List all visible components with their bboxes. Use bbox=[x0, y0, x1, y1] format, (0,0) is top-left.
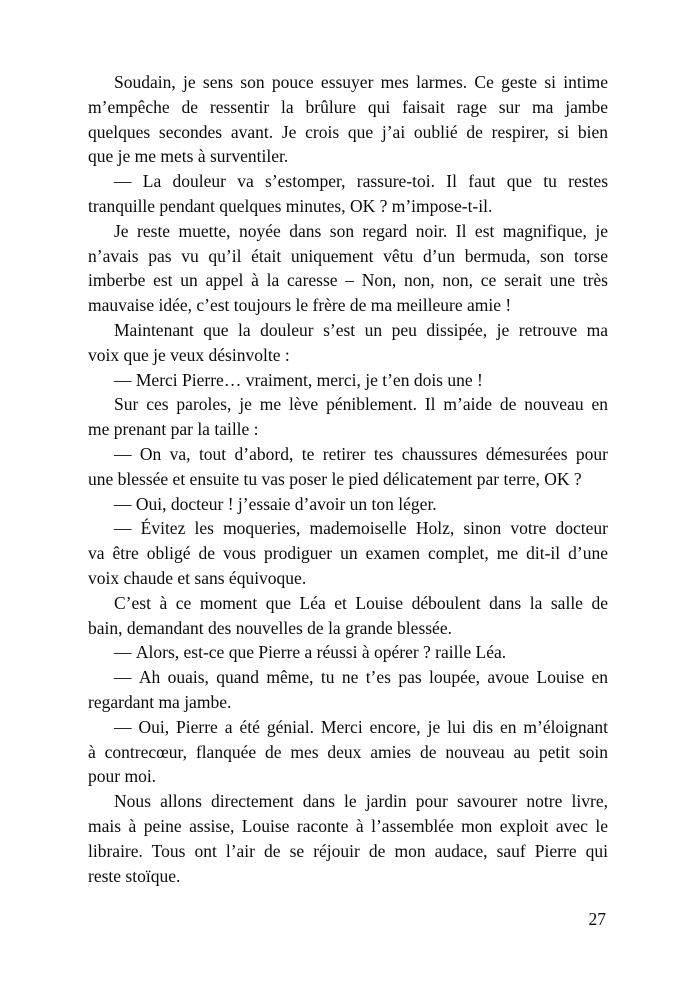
paragraph bbox=[88, 591, 608, 641]
paragraph bbox=[88, 70, 608, 169]
paragraph bbox=[88, 492, 608, 517]
text-line: pour moi. bbox=[88, 766, 157, 787]
text-line: mais à peine assise, Louise raconte à l’assemblée mon exploit avec le bbox=[88, 815, 608, 836]
paragraph bbox=[88, 392, 608, 442]
paragraph bbox=[88, 665, 608, 715]
text-line: mauvaise idée, c’est toujours le frère de ma meilleure amie ! bbox=[88, 295, 512, 316]
paragraph bbox=[88, 219, 608, 318]
text-line: — Merci Pierre… vraiment, merci, je t’en dois une ! bbox=[114, 369, 483, 390]
text-line: Nous allons directement dans le jardin pour savourer notre livre, bbox=[114, 791, 608, 812]
page-number: 27 bbox=[588, 909, 606, 929]
text-line: libraire. Tous ont l’air de se réjouir de mon audace, sauf Pierre qui bbox=[88, 840, 608, 861]
paragraph bbox=[88, 715, 608, 789]
text-line: imberbe est un appel à la caresse – Non, non, non, ce serait une très bbox=[88, 270, 608, 291]
text-line: — Ah ouais, quand même, tu ne t’es pas loupée, avoue Louise en bbox=[114, 667, 608, 688]
text-line: que je me mets à surventiler. bbox=[88, 146, 289, 167]
paragraph bbox=[88, 169, 608, 219]
text-line: Maintenant que la douleur s’est un peu dissipée, je retrouve ma bbox=[114, 319, 608, 340]
text-line: n’avais pas vu qu’il était uniquement vêtu d’un bermuda, son torse bbox=[88, 245, 608, 266]
text-line: — On va, tout d’abord, te retirer tes chaussures démesurées pour bbox=[114, 443, 608, 464]
paragraph bbox=[88, 442, 608, 492]
text-line: me prenant par la taille : bbox=[88, 419, 259, 440]
text-line: quelques secondes avant. Je crois que j’ai oublié de respirer, si bien bbox=[88, 121, 608, 142]
paragraph bbox=[88, 789, 608, 888]
paragraph bbox=[88, 368, 608, 393]
text-line: C’est à ce moment que Léa et Louise déboulent dans la salle de bbox=[114, 592, 608, 613]
text-line: m’empêche de ressentir la brûlure qui faisait rage sur ma jambe bbox=[88, 96, 608, 117]
text-line: — Oui, Pierre a été génial. Merci encore, je lui dis en m’éloignant bbox=[114, 716, 608, 737]
text-line: va être obligé de vous prodiguer un examen complet, me dit-il d’une bbox=[88, 543, 608, 564]
text-line: — La douleur va s’estomper, rassure-toi. Il faut que tu restes bbox=[114, 171, 608, 192]
text-line: reste stoïque. bbox=[88, 865, 181, 886]
text-line: voix que je veux désinvolte : bbox=[88, 344, 290, 365]
text-line: voix chaude et sans équivoque. bbox=[88, 567, 307, 588]
body-text bbox=[88, 70, 608, 888]
text-line: — Alors, est-ce que Pierre a réussi à opérer ? raille Léa. bbox=[114, 642, 507, 663]
paragraph bbox=[88, 640, 608, 665]
text-line: Sur ces paroles, je me lève péniblement. Il m’aide de nouveau en bbox=[114, 394, 608, 415]
paragraph bbox=[88, 318, 608, 368]
paragraph bbox=[88, 516, 608, 590]
text-line: une blessée et ensuite tu vas poser le pied délicatement par terre, OK ? bbox=[88, 468, 582, 489]
text-line: tranquille pendant quelques minutes, OK ? m’impose-t-il. bbox=[88, 195, 493, 216]
text-line: bain, demandant des nouvelles de la grande blessée. bbox=[88, 617, 452, 638]
text-line: — Évitez les moqueries, mademoiselle Holz, sinon votre docteur bbox=[114, 518, 608, 539]
text-line: Soudain, je sens son pouce essuyer mes larmes. Ce geste si intime bbox=[114, 72, 608, 92]
text-line: à contrecœur, flanquée de mes deux amies de nouveau au petit soin bbox=[88, 741, 608, 762]
text-line: — Oui, docteur ! j’essaie d’avoir un ton léger. bbox=[114, 493, 437, 514]
text-line: Je reste muette, noyée dans son regard noir. Il est magnifique, je bbox=[114, 220, 608, 241]
text-line: regardant ma jambe. bbox=[88, 691, 232, 712]
